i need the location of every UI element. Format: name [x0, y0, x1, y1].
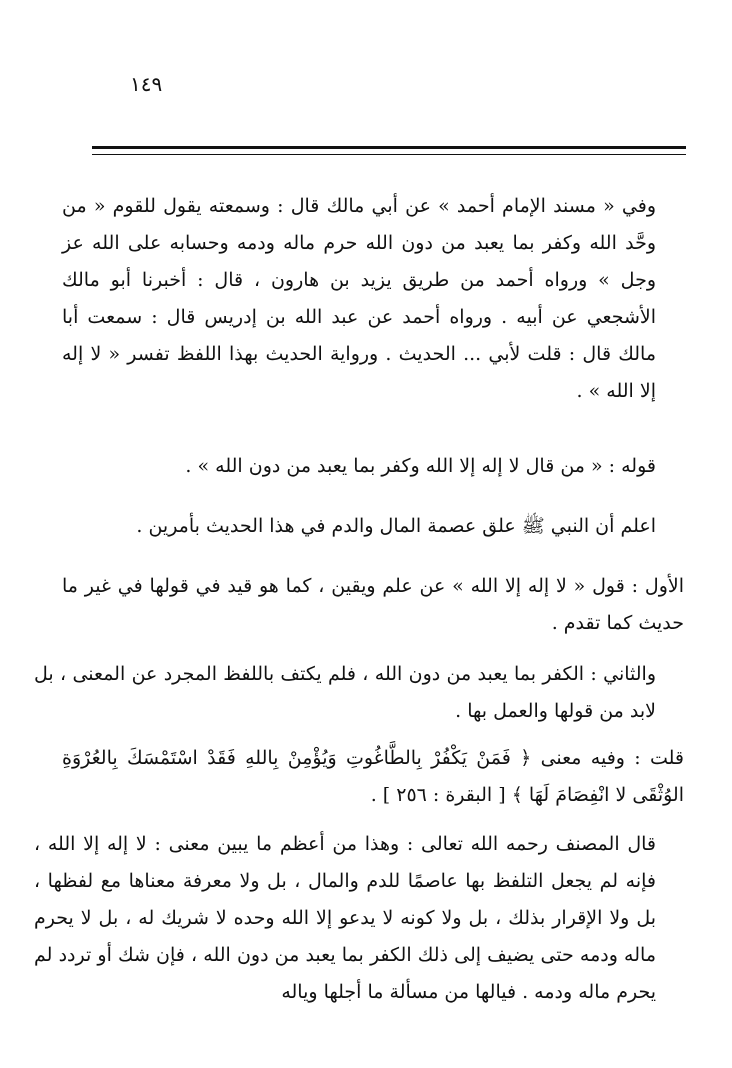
paragraph-quran-verse: قلت : وفيه معنى ﴿ فَمَنْ يَكْفُرْ بِالطَّاغُوتِ وَيُؤْمِنْ بِاللهِ فَقَدْ اسْتَمْسَكَ بِالعُرْوَةِ الوُثْقَى لا انْفِصَامَ لَهَا ﴾ [ البقرة : ٢٥٦ ] . [62, 747, 684, 806]
paragraph-quote-heading: قوله : « من قال لا إله إلا الله وكفر بما يعبد من دون الله » . [185, 455, 656, 477]
paragraph-author-comment: قال المصنف رحمه الله تعالى : وهذا من أعظم ما يبين معنى : لا إله إلا الله ، فإنه لم يجعل التلفظ بها عاصمًا للدم والمال ، بل ولا معرفة معناها مع لفظها ، بل ولا الإقرار بذلك ، بل ولا كونه لا يدعو إلا الله وحده لا شريك له ، بل لا يحرم ماله ودمه حتى يضيف إلى ذلك الكفر بما يعبد من دون الله ، فإن شك أو تردد لم يحرم ماله ودمه . فيالها من مسألة ما أجلها وياله [34, 833, 656, 1003]
paragraph-second-matter: والثاني : الكفر بما يعبد من دون الله ، فلم يكتف باللفظ المجرد عن المعنى ، بل لابد من قولها والعمل بها . [34, 663, 656, 722]
page-body [34, 188, 684, 1003]
header-rule-thin [92, 154, 686, 155]
header-rule-thick [92, 146, 686, 149]
paragraph-two-matters: اعلم أن النبي ﷺ علق عصمة المال والدم في هذا الحديث بأمرين . [136, 515, 656, 537]
paragraph-first-matter: الأول : قول « لا إله إلا الله » عن علم ويقين ، كما هو قيد في قولها في غير ما حديث كما تقدم . [62, 575, 684, 634]
paragraph-hadith-narration: وفي « مسند الإمام أحمد » عن أبي مالك قال : وسمعته يقول للقوم « من وحَّد الله وكفر بما يعبد من دون الله حرم ماله ودمه وحسابه على الله عز وجل » ورواه أحمد من طريق يزيد بن هارون ، قال : أخبرنا أبو مالك الأشجعي عن أبيه . ورواه أحمد عن عبد الله بن إدريس قال : سمعت أبا مالك قال : قلت لأبي ... الحديث . ورواية الحديث بهذا اللفظ تفسر « لا إله إلا الله » . [62, 195, 656, 402]
page-number: ١٤٩ [130, 72, 163, 96]
